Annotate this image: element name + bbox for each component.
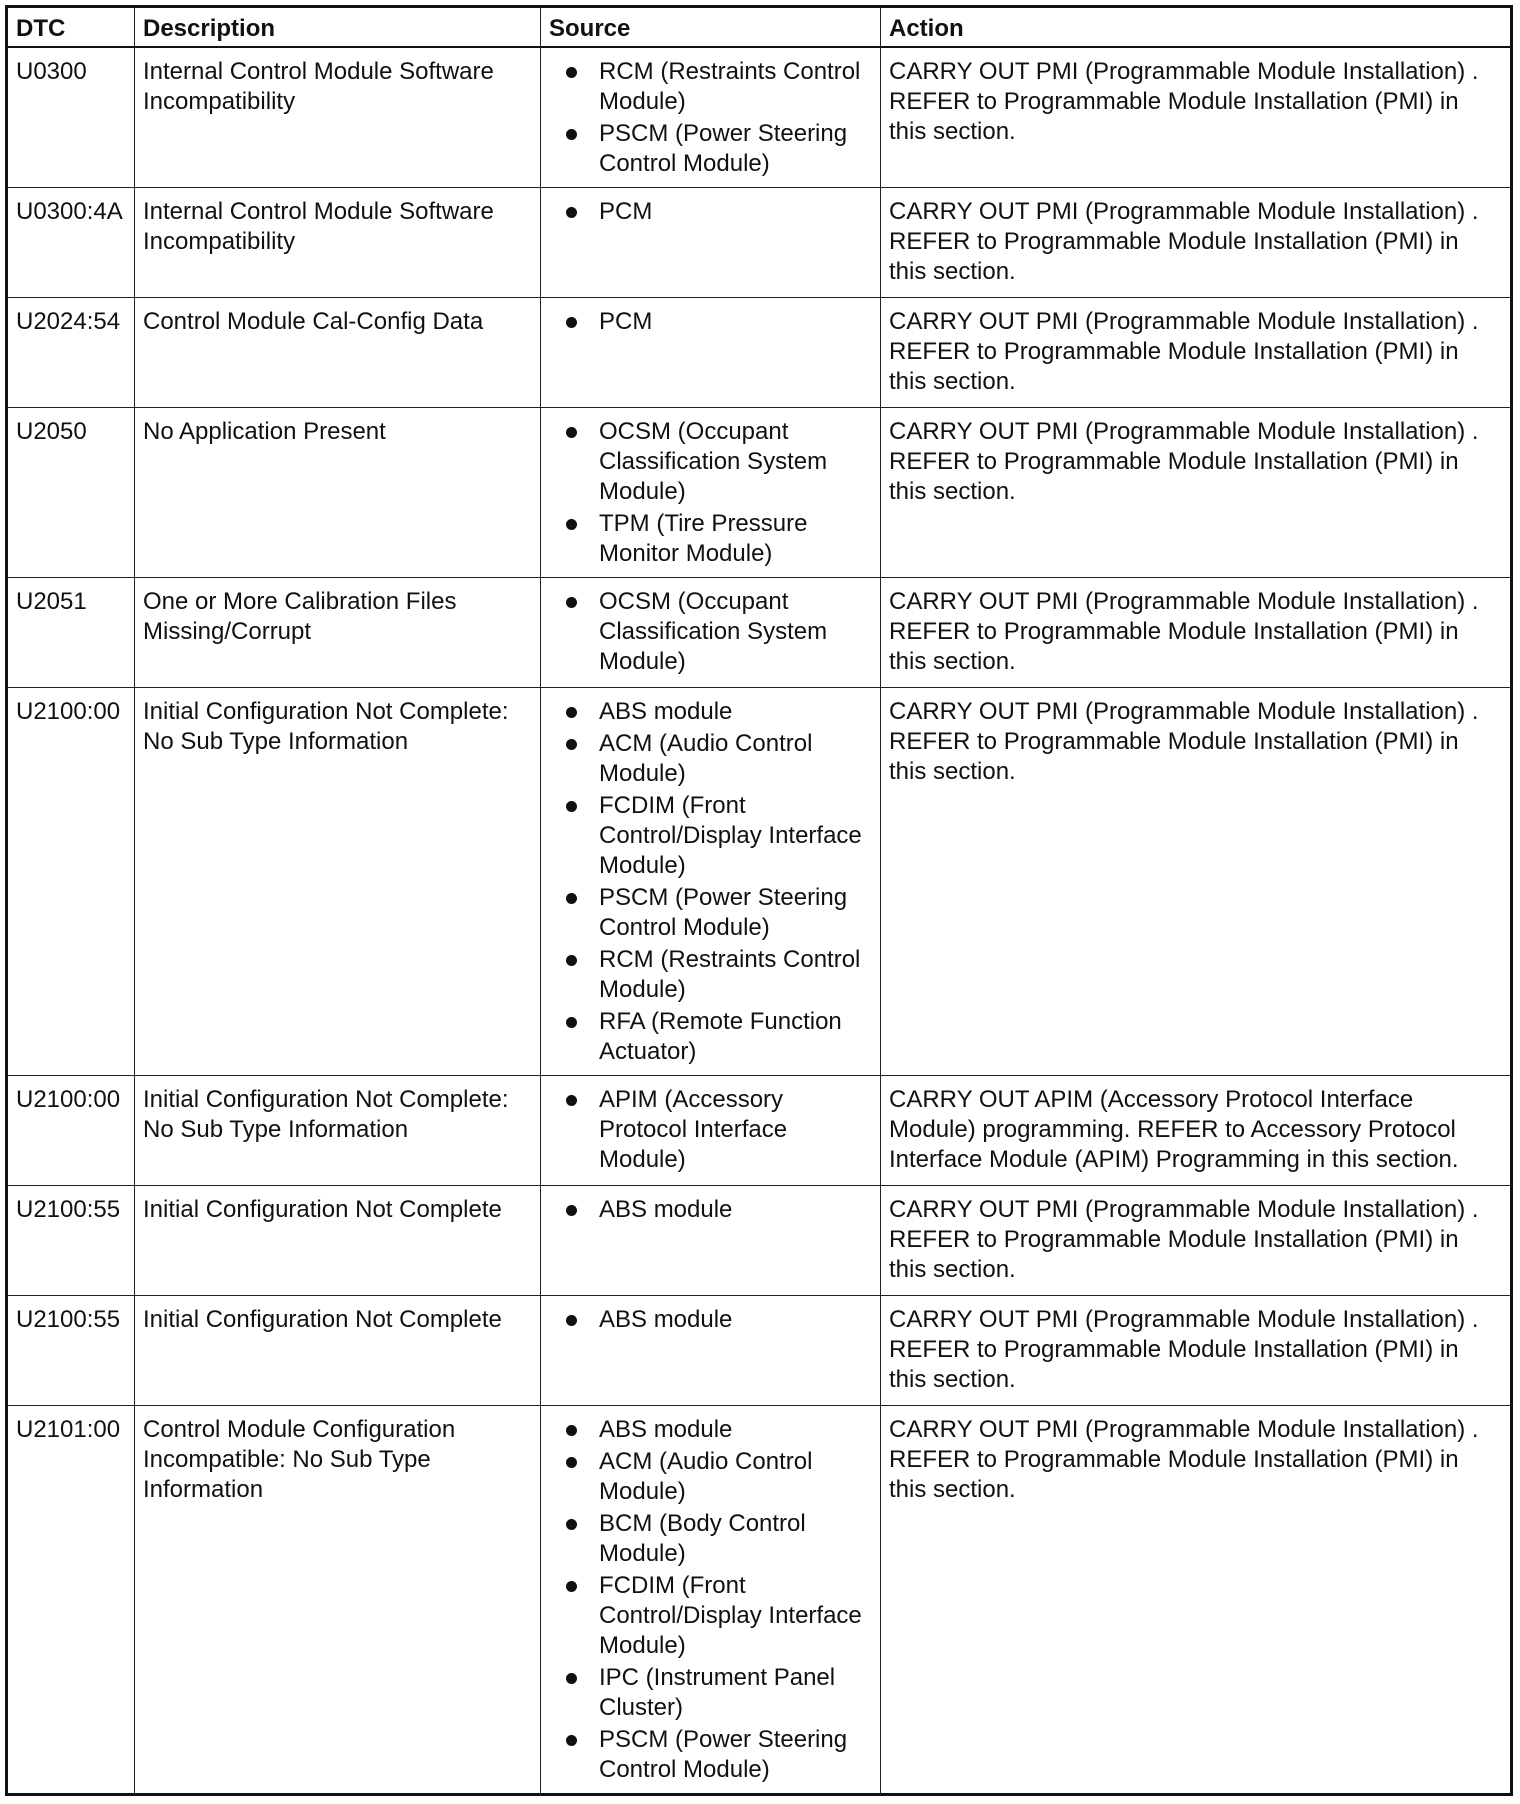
dtc-code: U2050 <box>7 407 135 577</box>
source-item <box>565 945 874 1005</box>
source-item <box>565 1725 874 1785</box>
table-header <box>7 7 1512 47</box>
source-item <box>565 1415 874 1445</box>
source-item <box>565 307 874 337</box>
bullet-icon <box>566 893 577 904</box>
dtc-action: CARRY OUT PMI (Programmable Module Installation) . REFER to Programmable Module Installation (PMI) in this section. <box>881 1185 1512 1295</box>
source-label: FCDIM (Front Control/Display Interface Module) <box>599 1571 862 1659</box>
table-body <box>7 47 1512 1795</box>
source-cell <box>541 687 881 1075</box>
source-label: ABS module <box>599 1415 733 1443</box>
bullet-icon <box>566 597 577 608</box>
source-label: RFA (Remote Function Actuator) <box>599 1007 842 1065</box>
table-row <box>7 297 1512 407</box>
source-item <box>565 791 874 881</box>
dtc-description: Initial Configuration Not Complete <box>135 1295 541 1405</box>
source-item <box>565 197 874 227</box>
bullet-icon <box>566 801 577 812</box>
source-label: PSCM (Power Steering Control Module) <box>599 119 848 177</box>
dtc-action: CARRY OUT PMI (Programmable Module Installation) . REFER to Programmable Module Installation (PMI) in this section. <box>881 577 1512 687</box>
table-row <box>7 687 1512 1075</box>
dtc-code: U2101:00 <box>7 1405 135 1794</box>
dtc-action: CARRY OUT PMI (Programmable Module Installation) . REFER to Programmable Module Installation (PMI) in this section. <box>881 187 1512 297</box>
header-source: Source <box>541 7 881 47</box>
source-item <box>565 1509 874 1569</box>
dtc-description: Initial Configuration Not Complete: No Sub Type Information <box>135 1075 541 1185</box>
bullet-icon <box>566 1017 577 1028</box>
table-row <box>7 187 1512 297</box>
dtc-code: U2100:55 <box>7 1185 135 1295</box>
dtc-action: CARRY OUT PMI (Programmable Module Installation) . REFER to Programmable Module Installation (PMI) in this section. <box>881 1295 1512 1405</box>
bullet-icon <box>566 129 577 140</box>
dtc-description: Internal Control Module Software Incompatibility <box>135 187 541 297</box>
source-label: ABS module <box>599 1195 733 1223</box>
source-item <box>565 1007 874 1067</box>
bullet-icon <box>566 707 577 718</box>
source-item <box>565 1447 874 1507</box>
source-label: PCM <box>599 307 653 335</box>
source-item <box>565 1195 874 1225</box>
source-item <box>565 417 874 507</box>
dtc-action: CARRY OUT PMI (Programmable Module Installation) . REFER to Programmable Module Installation (PMI) in this section. <box>881 407 1512 577</box>
dtc-action: CARRY OUT APIM (Accessory Protocol Interface Module) programming. REFER to Accessory Protocol Interface Module (APIM) Programming in this section. <box>881 1075 1512 1185</box>
bullet-icon <box>566 1735 577 1746</box>
dtc-description: One or More Calibration Files Missing/Corrupt <box>135 577 541 687</box>
source-label: BCM (Body Control Module) <box>599 1509 806 1567</box>
bullet-icon <box>566 67 577 78</box>
source-list <box>565 197 874 227</box>
source-cell <box>541 297 881 407</box>
table-row <box>7 47 1512 188</box>
dtc-description: Internal Control Module Software Incompatibility <box>135 47 541 188</box>
table-row <box>7 407 1512 577</box>
bullet-icon <box>566 519 577 530</box>
dtc-code: U2100:55 <box>7 1295 135 1405</box>
source-item <box>565 697 874 727</box>
source-item <box>565 1663 874 1723</box>
bullet-icon <box>566 427 577 438</box>
dtc-description: No Application Present <box>135 407 541 577</box>
source-cell <box>541 47 881 188</box>
source-label: RCM (Restraints Control Module) <box>599 945 861 1003</box>
source-label: OCSM (Occupant Classification System Module) <box>599 587 828 675</box>
bullet-icon <box>566 317 577 328</box>
source-item <box>565 119 874 179</box>
bullet-icon <box>566 739 577 750</box>
source-cell <box>541 407 881 577</box>
source-cell <box>541 1295 881 1405</box>
source-list <box>565 1085 874 1175</box>
header-description: Description <box>135 7 541 47</box>
source-cell <box>541 1405 881 1794</box>
source-item <box>565 1085 874 1175</box>
source-item <box>565 509 874 569</box>
dtc-action: CARRY OUT PMI (Programmable Module Installation) . REFER to Programmable Module Installation (PMI) in this section. <box>881 47 1512 188</box>
dtc-table <box>5 5 1513 1796</box>
bullet-icon <box>566 955 577 966</box>
bullet-icon <box>566 1315 577 1326</box>
table-row <box>7 577 1512 687</box>
source-label: PSCM (Power Steering Control Module) <box>599 1725 848 1783</box>
source-item <box>565 587 874 677</box>
dtc-code: U0300 <box>7 47 135 188</box>
bullet-icon <box>566 1673 577 1684</box>
source-list <box>565 697 874 1067</box>
dtc-code: U2051 <box>7 577 135 687</box>
dtc-action: CARRY OUT PMI (Programmable Module Installation) . REFER to Programmable Module Installation (PMI) in this section. <box>881 297 1512 407</box>
source-label: PSCM (Power Steering Control Module) <box>599 883 848 941</box>
source-list <box>565 1415 874 1785</box>
source-label: ACM (Audio Control Module) <box>599 729 813 787</box>
source-list <box>565 1195 874 1225</box>
source-list <box>565 57 874 179</box>
bullet-icon <box>566 1095 577 1106</box>
dtc-description: Initial Configuration Not Complete <box>135 1185 541 1295</box>
source-label: TPM (Tire Pressure Monitor Module) <box>599 509 808 567</box>
source-cell <box>541 1185 881 1295</box>
source-cell <box>541 187 881 297</box>
table-row <box>7 1185 1512 1295</box>
header-row <box>7 7 1512 47</box>
dtc-action: CARRY OUT PMI (Programmable Module Installation) . REFER to Programmable Module Installation (PMI) in this section. <box>881 1405 1512 1794</box>
bullet-icon <box>566 1457 577 1468</box>
bullet-icon <box>566 1581 577 1592</box>
source-list <box>565 587 874 677</box>
source-list <box>565 307 874 337</box>
dtc-description: Initial Configuration Not Complete: No Sub Type Information <box>135 687 541 1075</box>
source-item <box>565 1305 874 1335</box>
bullet-icon <box>566 1425 577 1436</box>
source-item <box>565 1571 874 1661</box>
table-row <box>7 1405 1512 1794</box>
source-item <box>565 729 874 789</box>
dtc-description: Control Module Configuration Incompatible: No Sub Type Information <box>135 1405 541 1794</box>
source-label: APIM (Accessory Protocol Interface Module) <box>599 1085 788 1173</box>
source-label: RCM (Restraints Control Module) <box>599 57 861 115</box>
dtc-description: Control Module Cal-Config Data <box>135 297 541 407</box>
source-label: IPC (Instrument Panel Cluster) <box>599 1663 836 1721</box>
source-label: ABS module <box>599 1305 733 1333</box>
source-cell <box>541 577 881 687</box>
table-row <box>7 1075 1512 1185</box>
dtc-code: U2100:00 <box>7 687 135 1075</box>
table-row <box>7 1295 1512 1405</box>
dtc-code: U2100:00 <box>7 1075 135 1185</box>
source-label: PCM <box>599 197 653 225</box>
source-item <box>565 883 874 943</box>
source-label: ABS module <box>599 697 733 725</box>
bullet-icon <box>566 1519 577 1530</box>
source-item <box>565 57 874 117</box>
header-action: Action <box>881 7 1512 47</box>
dtc-action: CARRY OUT PMI (Programmable Module Installation) . REFER to Programmable Module Installation (PMI) in this section. <box>881 687 1512 1075</box>
source-cell <box>541 1075 881 1185</box>
source-list <box>565 1305 874 1335</box>
source-label: ACM (Audio Control Module) <box>599 1447 813 1505</box>
bullet-icon <box>566 1205 577 1216</box>
dtc-table-container <box>5 5 1510 1796</box>
source-list <box>565 417 874 569</box>
bullet-icon <box>566 207 577 218</box>
dtc-code: U0300:4A <box>7 187 135 297</box>
source-label: FCDIM (Front Control/Display Interface Module) <box>599 791 862 879</box>
source-label: OCSM (Occupant Classification System Module) <box>599 417 828 505</box>
dtc-code: U2024:54 <box>7 297 135 407</box>
header-dtc: DTC <box>7 7 135 47</box>
